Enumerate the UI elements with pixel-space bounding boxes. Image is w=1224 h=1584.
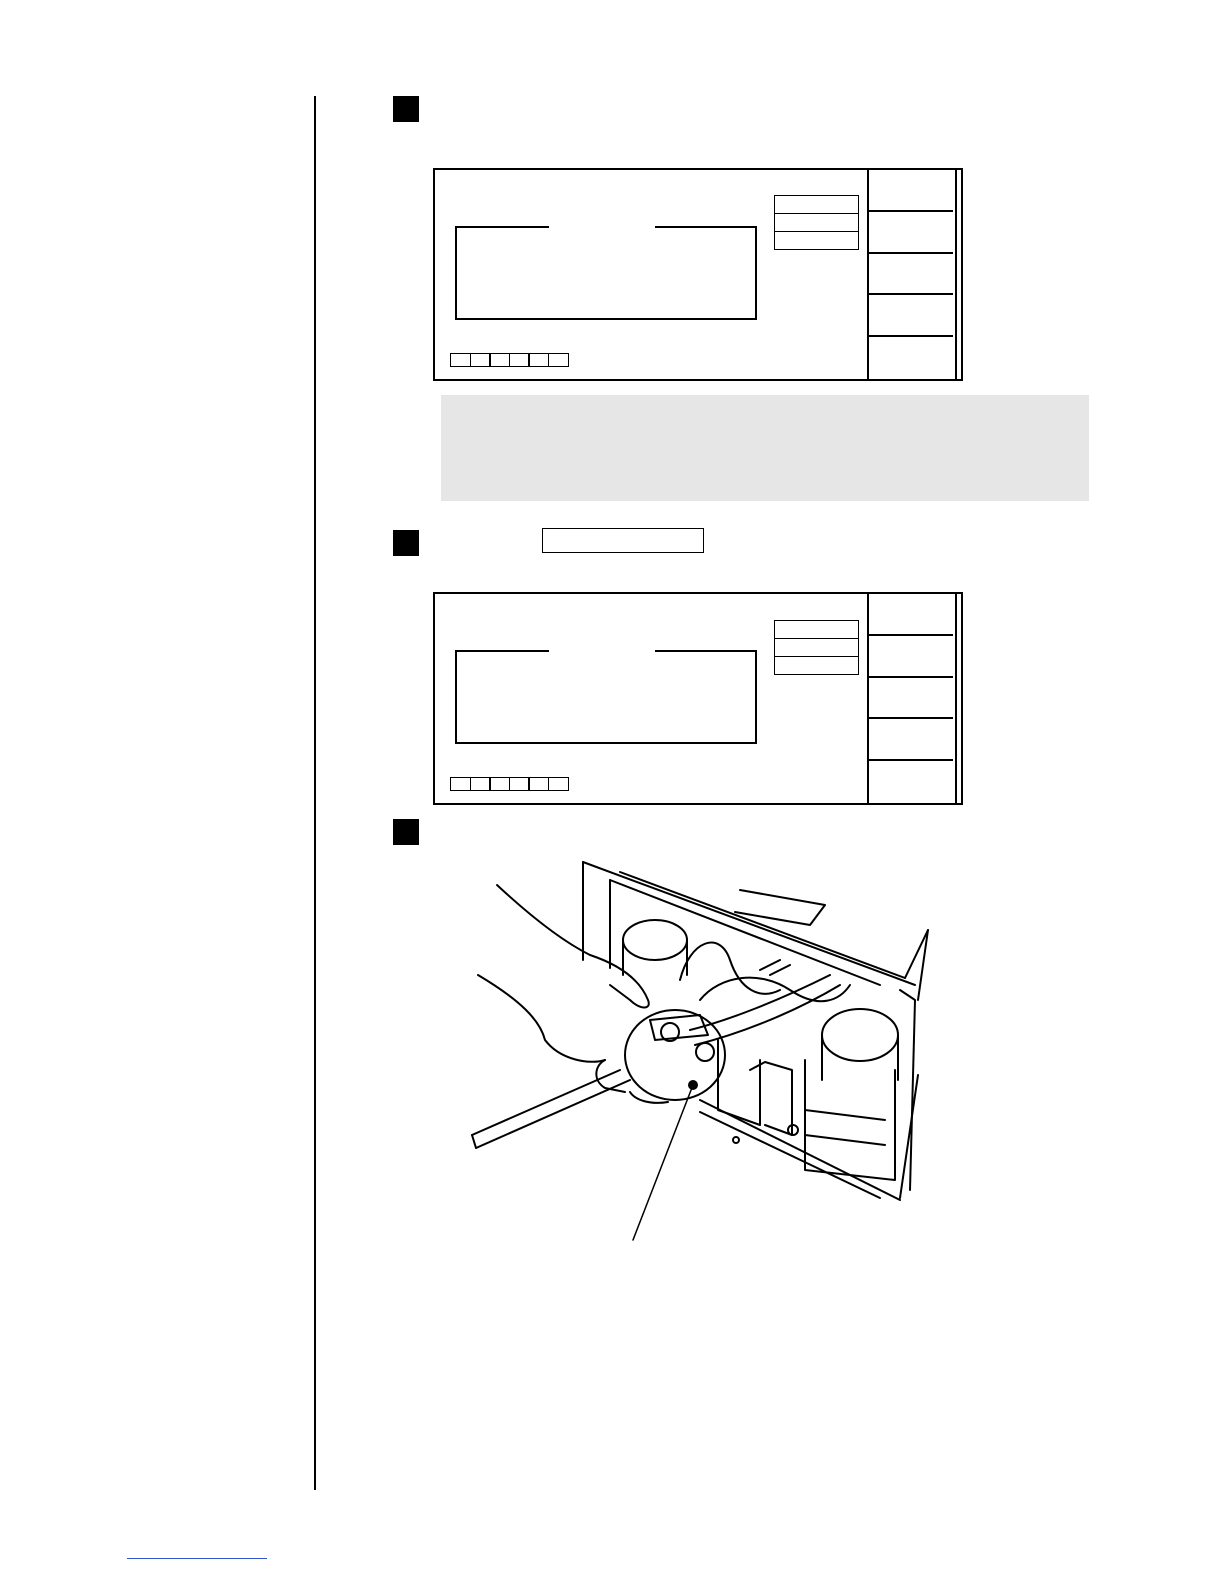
function-key-4[interactable] xyxy=(869,295,953,337)
screen-2-status-box-3 xyxy=(774,656,859,675)
canister-removal-illustration xyxy=(460,855,940,1250)
screen-2 xyxy=(433,592,963,805)
note-box xyxy=(441,395,1089,501)
function-key-3[interactable] xyxy=(869,678,953,720)
screen-1-dialog xyxy=(455,226,757,320)
screen-2-function-keys xyxy=(867,594,953,803)
screen-1-status-cells xyxy=(450,353,567,367)
footer-link[interactable] xyxy=(127,1558,267,1559)
function-key-1[interactable] xyxy=(869,170,953,212)
callout-label xyxy=(600,1245,680,1265)
screen-1-function-keys xyxy=(867,170,953,379)
screen-1 xyxy=(433,168,963,381)
function-key-2[interactable] xyxy=(869,636,953,678)
screen-1-status-box-3 xyxy=(774,231,859,250)
screen-2-dialog xyxy=(455,650,757,744)
step-3-marker xyxy=(393,819,419,845)
step-1-marker xyxy=(393,96,419,122)
key-button[interactable] xyxy=(542,528,704,553)
screen-1-status-box-2 xyxy=(774,213,859,232)
screen-1-status-box-1 xyxy=(774,195,859,214)
margin-rule xyxy=(314,96,316,1490)
function-key-5[interactable] xyxy=(869,337,953,379)
function-key-2[interactable] xyxy=(869,212,953,254)
function-key-4[interactable] xyxy=(869,719,953,761)
screen-2-status-box-2 xyxy=(774,638,859,657)
function-key-5[interactable] xyxy=(869,761,953,803)
screen-2-status-cells xyxy=(450,777,567,791)
function-key-3[interactable] xyxy=(869,254,953,296)
step-2-marker xyxy=(393,530,419,556)
screen-2-status-box-1 xyxy=(774,620,859,639)
function-key-1[interactable] xyxy=(869,594,953,636)
